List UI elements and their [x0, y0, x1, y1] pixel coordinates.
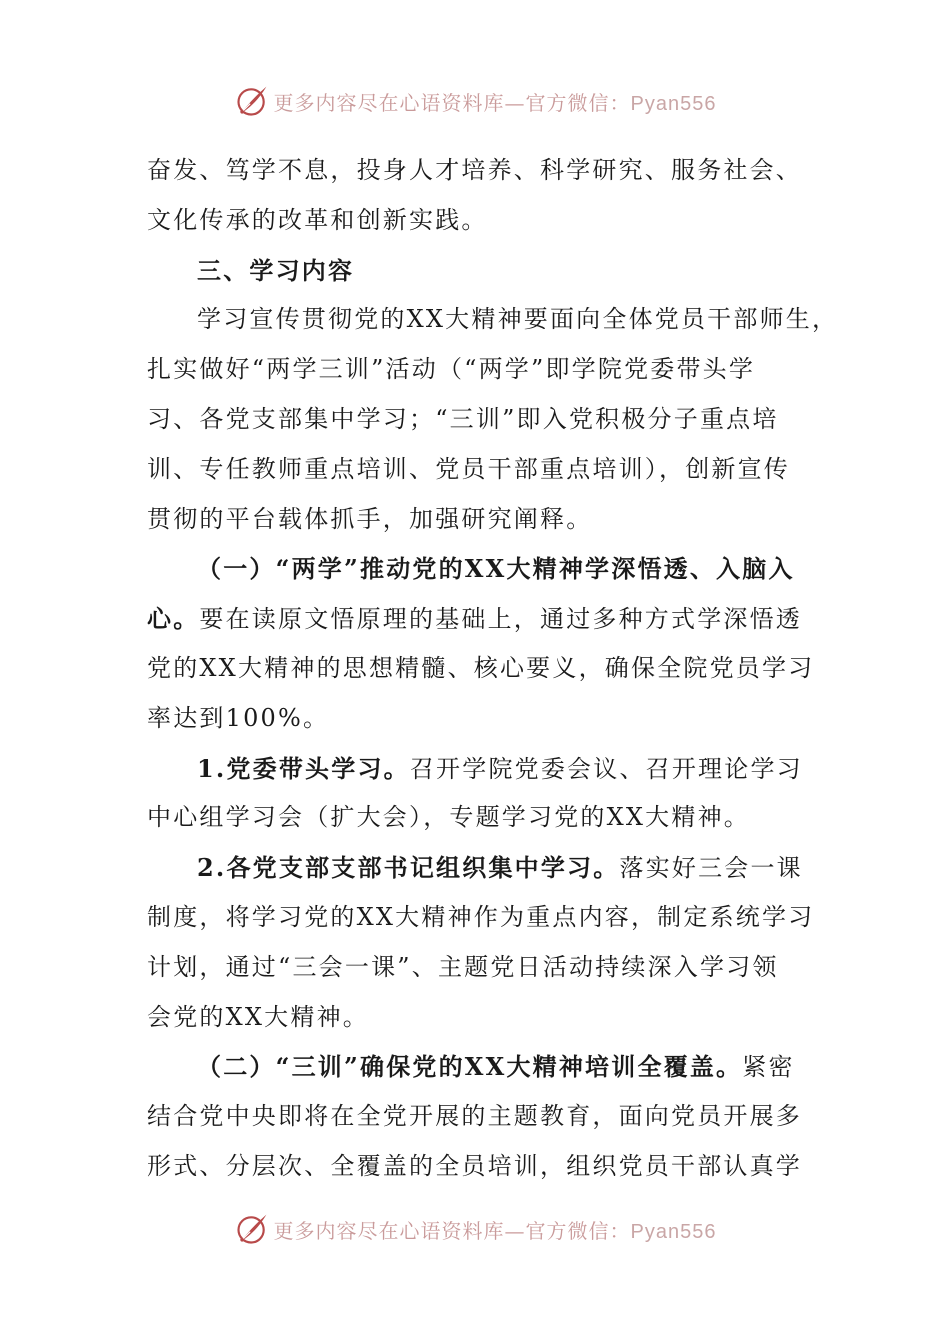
paragraph-line: 形式、分层次、全覆盖的全员培训，组织党员干部认真学: [147, 1151, 802, 1180]
paragraph-line: [147, 594, 803, 644]
paragraph-text: 召开学院党委会议、召开理论学习: [409, 754, 803, 783]
paragraph-line: 会党的XX大精神。: [147, 1002, 369, 1031]
paragraph-text: 要在读原文悟原理的基础上，通过多种方式学深悟透: [199, 605, 803, 634]
paragraph-line: 率达到100%。: [147, 703, 330, 732]
subsection-heading: （一）“两学”推动党的XX大精神学深悟透、入脑入: [197, 554, 795, 584]
paragraph-line: 习、各党支部集中学习；“三训”即入党积极分子重点培: [147, 404, 779, 433]
footer-watermark-banner: [0, 1204, 950, 1254]
paragraph-line: [147, 843, 803, 893]
paragraph-line: 制度，将学习党的XX大精神作为重点内容，制定系统学习: [147, 902, 815, 931]
paragraph-line: 中心组学习会（扩大会），专题学习党的XX大精神。: [147, 803, 750, 832]
paragraph-line: 计划，通过“三会一课”、主题党日活动持续深入学习领: [147, 952, 779, 981]
watermark-text: 更多内容尽在心语资料库—官方微信：Pyan556: [273, 90, 717, 115]
quill-pen-logo-icon: [234, 83, 270, 119]
header-watermark-banner: [0, 76, 950, 126]
watermark-text: 更多内容尽在心语资料库—官方微信：Pyan556: [273, 1218, 717, 1243]
paragraph-line: 结合党中央即将在全党开展的主题教育，面向党员开展多: [147, 1102, 802, 1131]
paragraph-line: 训、专任教师重点培训、党员干部重点培训），创新宣传: [147, 454, 790, 483]
paragraph-line: 党的XX大精神的思想精髓、核心要义，确保全院党员学习: [147, 653, 815, 682]
paragraph-line: 文化传承的改革和创新实践。: [147, 205, 488, 234]
paragraph-line: 学习宣传贯彻党的XX大精神要面向全体党员干部师生，: [197, 305, 839, 334]
paragraph-line: 扎实做好“两学三训”活动（“两学”即学院党委带头学: [147, 355, 756, 384]
paragraph-text: 紧密: [742, 1053, 795, 1082]
document-body: [147, 146, 839, 1192]
paragraph-line: [147, 1042, 797, 1092]
item-heading: 1.党委带头学习。: [197, 753, 410, 783]
subsection-heading-end: 心。: [147, 604, 200, 634]
section-heading: 三、学习内容: [197, 255, 355, 285]
quill-pen-logo-icon: [234, 1211, 270, 1247]
paragraph-text: 落实好三会一课: [619, 854, 803, 883]
paragraph-line: 奋发、笃学不息，投身人才培养、科学研究、服务社会、: [147, 156, 802, 184]
item-heading: 2.各党支部支部书记组织集中学习。: [197, 853, 620, 883]
paragraph-line: [147, 744, 803, 794]
paragraph-line: 贯彻的平台载体抓手，加强研究阐释。: [147, 504, 593, 533]
subsection-heading: （二）“三训”确保党的XX大精神培训全覆盖。: [197, 1052, 743, 1082]
